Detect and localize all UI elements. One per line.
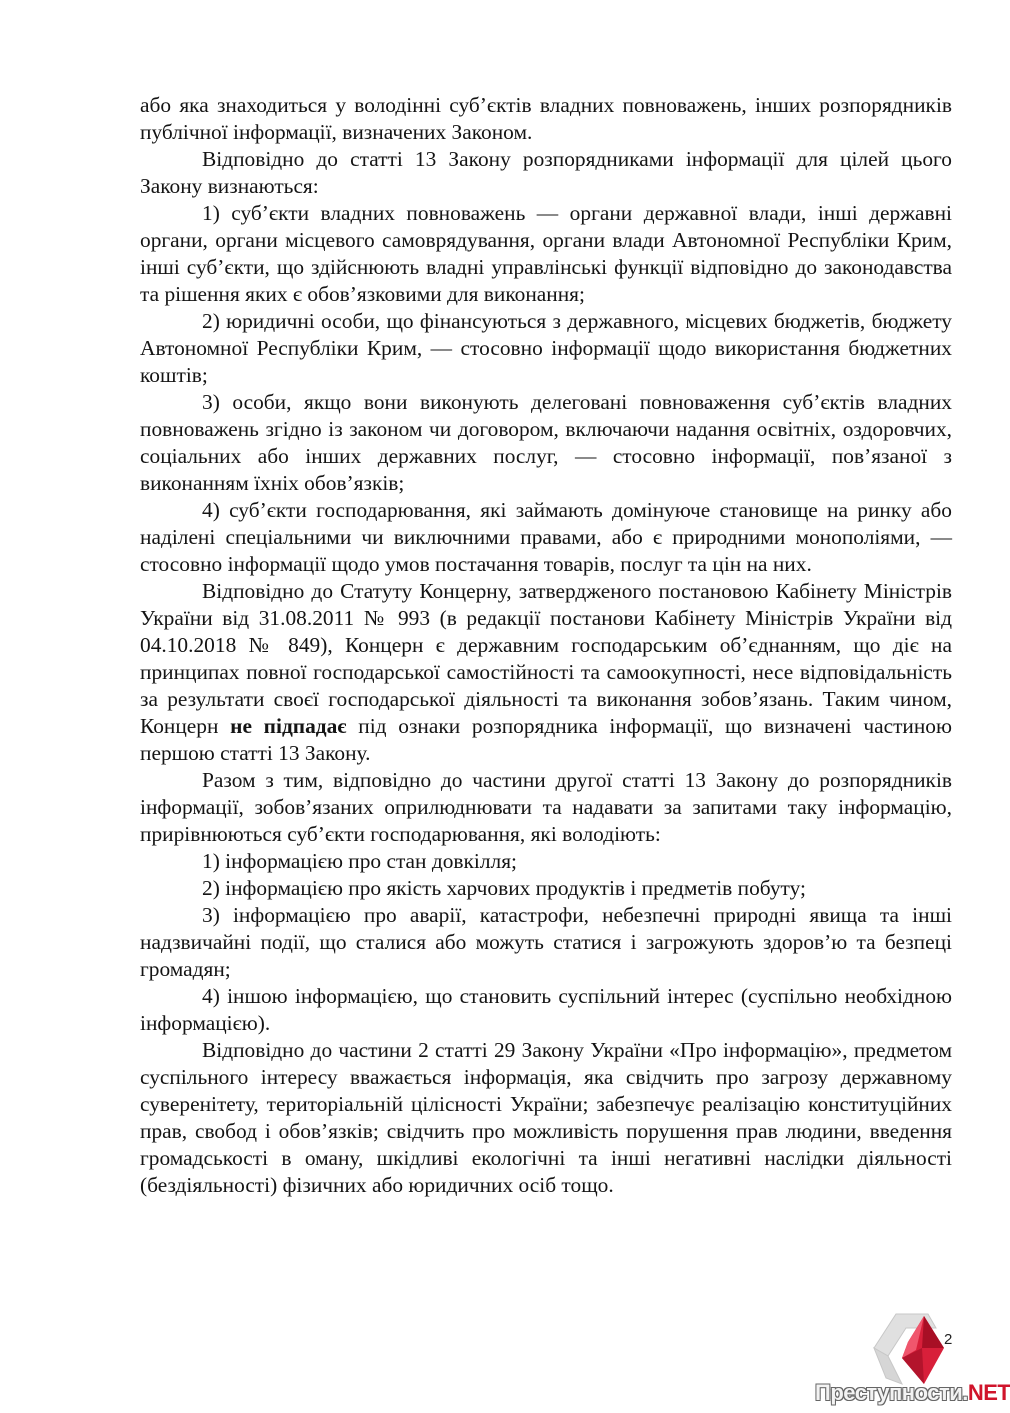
paragraph-part-two: Разом з тим, відповідно до частини другої статті 13 Закону до розпорядників інформації, зобов’язаних оприлюднювати та надавати за запитами таку інформацію, прирівнюються суб’єкти господарювання, які володіють: (140, 768, 952, 846)
statute-text-before: Відповідно до Статуту Концерну, затвердженого постановою Кабінету Міністрів України від 31.08.2011 № 993 (в редакції постанови Кабінету Міністрів України від 04.10.2018 № 849), Концерн є державним господарським об’єднанням, що діє на принципах повної господарської самостійності та самоокупності, несе відповідальність за результати своєї господарської діяльності та виконання зобов’язань. Таким чином, Концерн (140, 579, 952, 738)
list-item-food: 2) інформацією про якість харчових продуктів і предметів побуту; (202, 876, 806, 900)
paragraph-article-13: Відповідно до статті 13 Закону розпорядниками інформації для цілей цього Закону визнаються: (140, 147, 952, 198)
statute-text-after: під ознаки розпорядника інформації, що визначені частиною першою статті 13 Закону. (140, 714, 952, 765)
page-number: 2 (944, 1331, 953, 1348)
list-item-4: 4) суб’єкти господарювання, які займають домінуюче становище на ринку або наділені спеціальними чи виключними правами, або є природними монополіями, — стосовно інформації щодо умов постачання товарів, послуг та цін на них. (140, 498, 952, 576)
list-item-accidents: 3) інформацією про аварії, катастрофи, небезпечні природні явища та інші надзвичайні події, що сталися або можуть статися і загрожують здоров’ю та безпеці громадян; (140, 903, 952, 981)
paragraph-statute (140, 578, 952, 767)
watermark-name: Преступности. (815, 1380, 968, 1405)
watermark-text (815, 1380, 1010, 1406)
list-item-3: 3) особи, якщо вони виконують делеговані повноваження суб’єктів владних повноважень згідно із законом чи договором, включаючи надання освітніх, оздоровчих, соціальних або інших державних послуг, — стосовно інформації, пов’язаної з виконанням їхніх обов’язків; (140, 390, 952, 495)
statute-emphasis: не підпадає (230, 714, 347, 738)
paragraph-article-29: Відповідно до частини 2 статті 29 Закону України «Про інформацію», предметом суспільного інтересу вважається інформація, яка свідчить про загрозу державному суверенітету, територіальній цілісності України; забезпечує реалізацію конституційних прав, свобод і обов’язків; свідчить про можливість порушення прав людини, введення громадськості в оману, шкідливі екологічні та інші негативні наслідки діяльності (бездіяльності) фізичних або юридичних осіб тощо. (140, 1038, 952, 1197)
paragraph-continuation: або яка знаходиться у володінні суб’єктів владних повноважень, інших розпорядників публічної інформації, визначених Законом. (140, 93, 952, 144)
document-body (140, 92, 952, 1199)
watermark-suffix: NET (967, 1380, 1010, 1405)
list-item-2: 2) юридичні особи, що фінансуються з державного, місцевих бюджетів, бюджету Автономної Республіки Крим, — стосовно інформації щодо використання бюджетних коштів; (140, 309, 952, 387)
list-item-public-interest: 4) іншою інформацією, що становить суспільний інтерес (суспільно необхідною інформацією). (140, 984, 952, 1035)
list-item-env: 1) інформацією про стан довкілля; (202, 849, 517, 873)
list-item-1: 1) суб’єкти владних повноважень — органи державної влади, інші державні органи, органи місцевого самоврядування, органи влади Автономної Республіки Крим, інші суб’єкти, що здійснюють владні управлінські функції відповідно до законодавства та рішення яких є обов’язковими для виконання; (140, 201, 952, 306)
